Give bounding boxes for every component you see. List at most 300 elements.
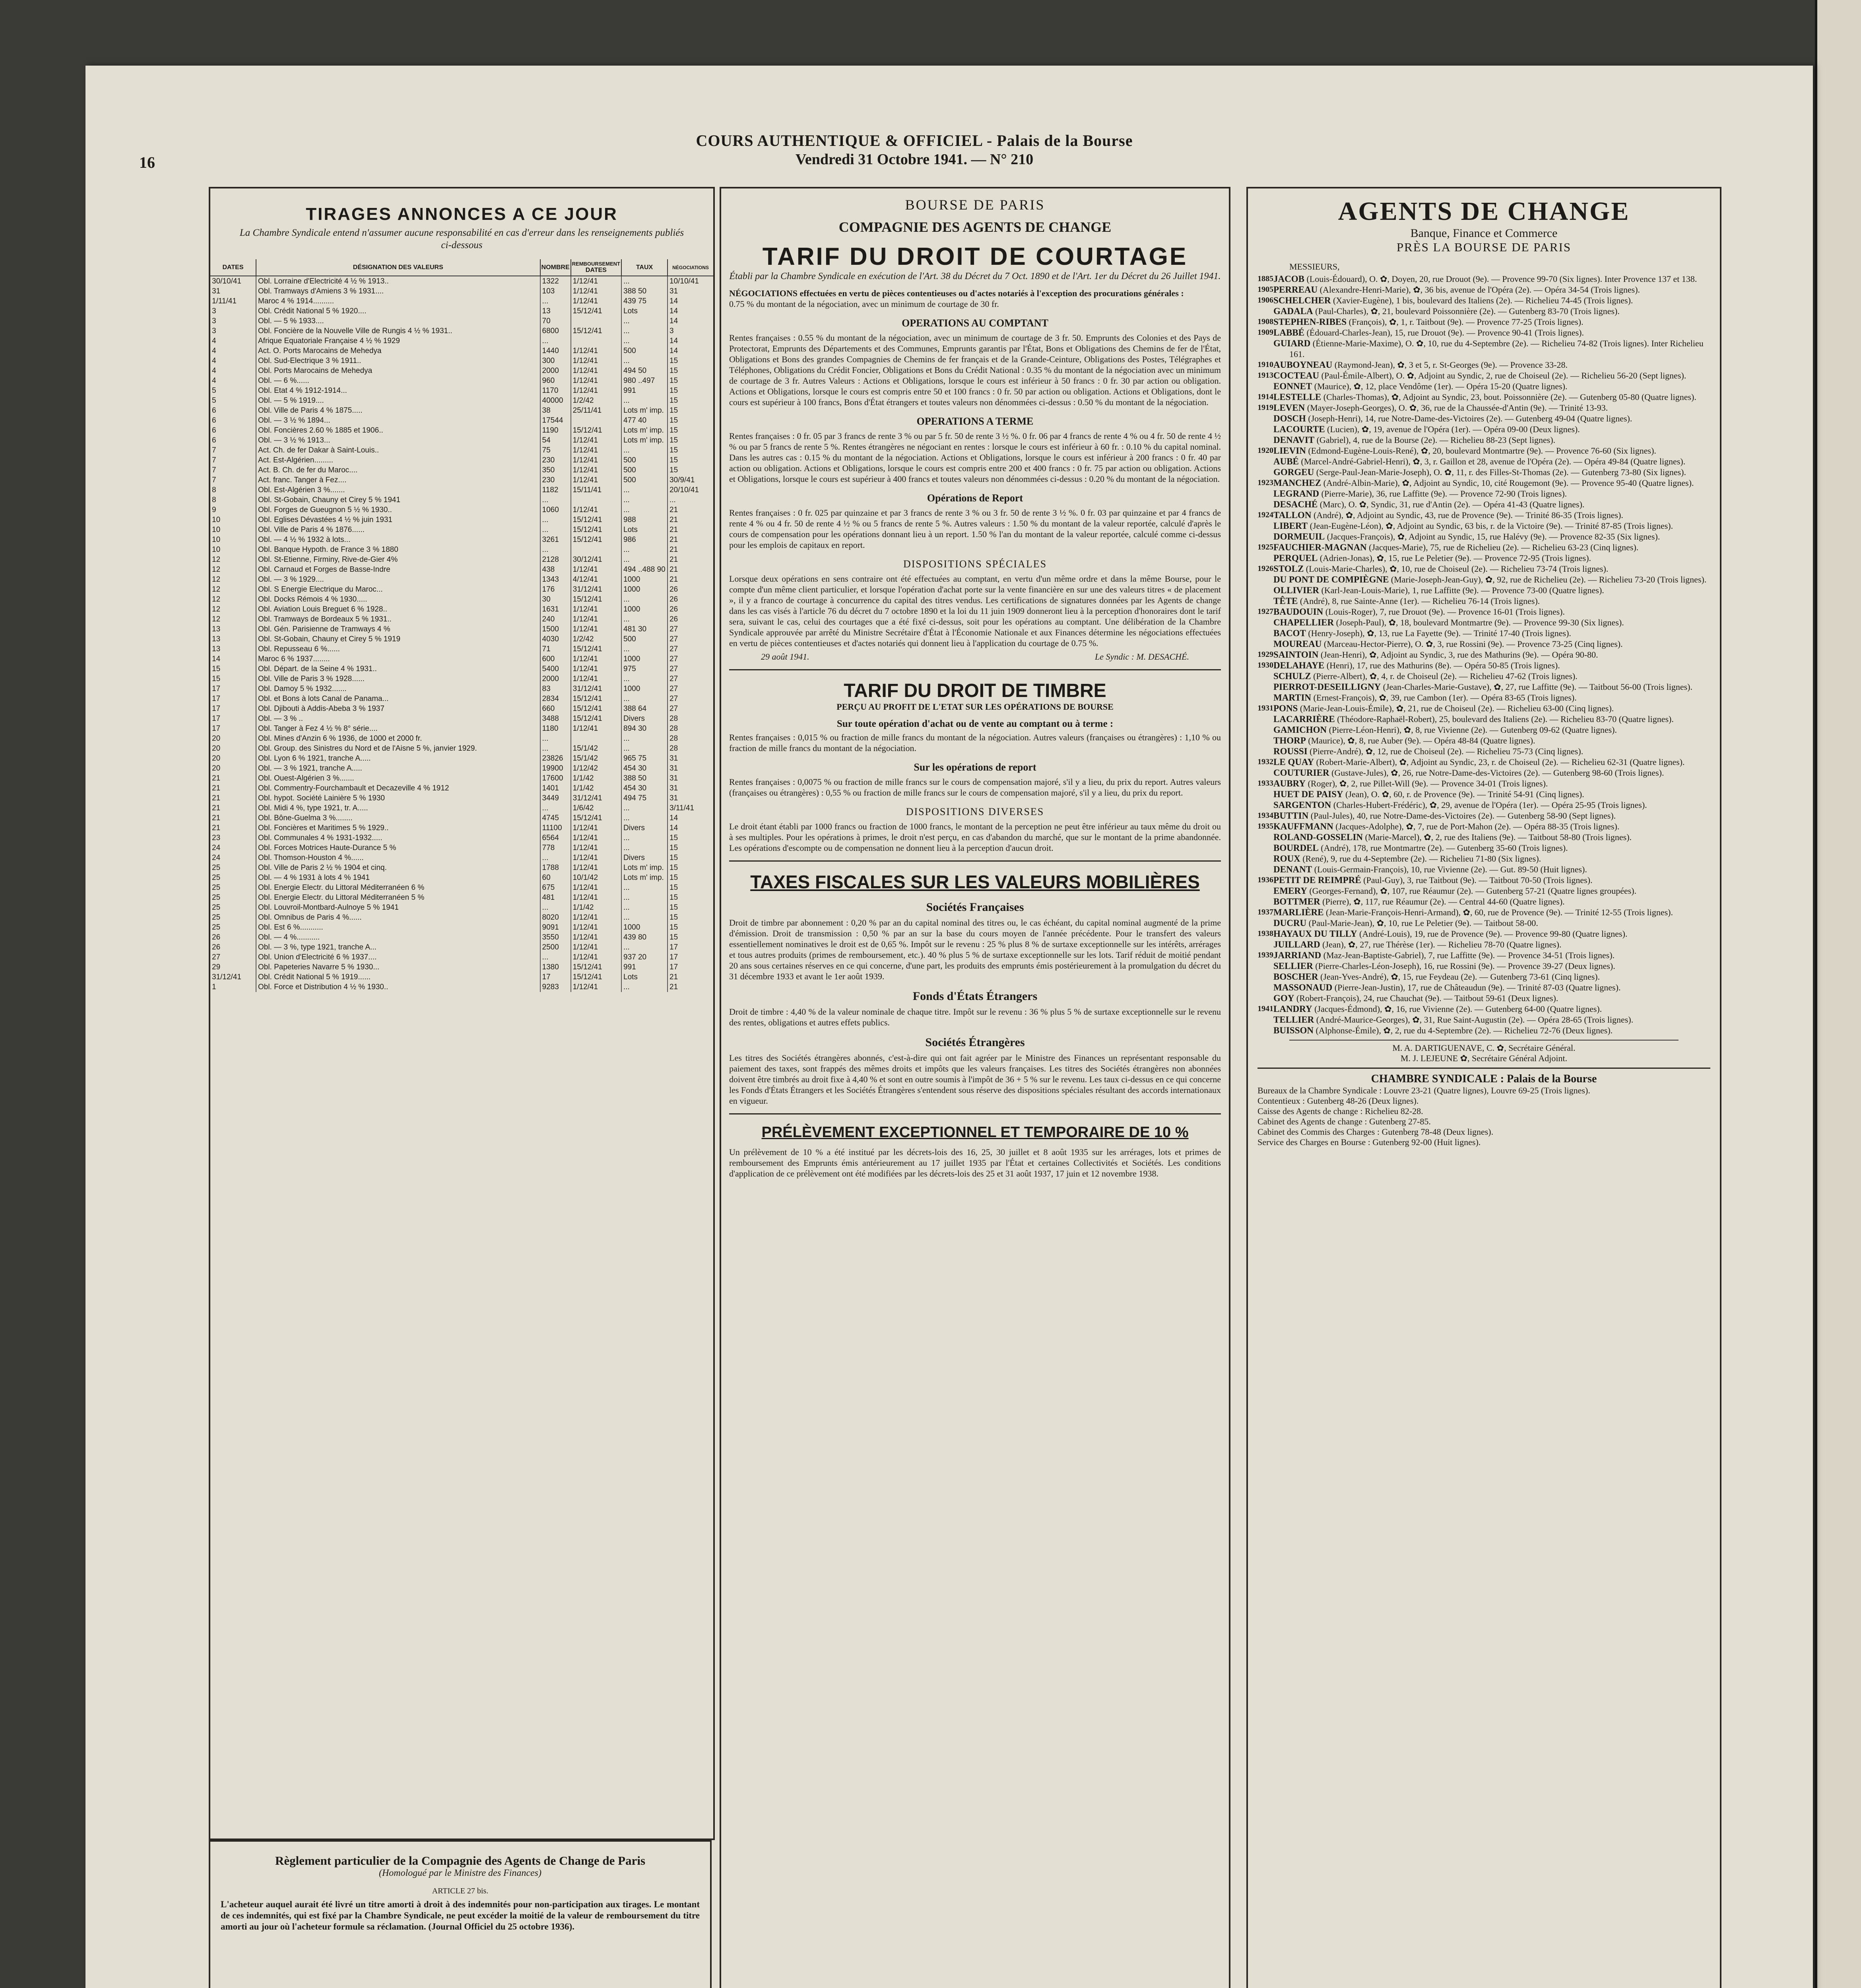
row-remb-date: 1/12/41 <box>571 435 621 445</box>
row-date: 3 <box>212 316 216 325</box>
row-date: 6 <box>212 416 216 425</box>
divider <box>1289 1040 1679 1041</box>
agent-info: (Georges-Fernand), ✿, 107, rue Réaumur (2e). — Gutenberg 57-21 (Quatre lignes groupées). <box>1309 886 1637 896</box>
row-taux: ... <box>621 912 668 922</box>
agent-name: GAMICHON <box>1273 725 1327 735</box>
row-nombre: 230 <box>540 475 571 485</box>
agent-info: (Jean), ✿, 27, rue Thérèse (1er). — Richelieu 78-70 (Quatre lignes). <box>1322 940 1562 949</box>
reglement-title: Règlement particulier de la Compagnie des Agents de Change de Paris <box>275 1854 646 1868</box>
row-remb-date <box>571 734 621 744</box>
row-taux: Lots <box>621 525 668 535</box>
agent-info: (Lucien), ✿, 19, avenue de l'Opéra (1er). — Opéra 09-00 (Deux lignes). <box>1327 424 1580 434</box>
row-remb-date: 1/1/42 <box>571 903 621 912</box>
dispositions-title: DISPOSITIONS SPÉCIALES <box>903 558 1047 570</box>
agent-info: (Jean-Henri), ✿, Adjoint au Syndic, 3, rue des Mathurins (9e). — Opéra 90-80. <box>1320 650 1598 660</box>
agent-info: (Roger), ✿, 2, rue Pillet-Will (9e). — Provence 34-01 (Trois lignes). <box>1308 779 1548 788</box>
row-designation: Obl. — 3 % .. <box>256 714 540 724</box>
row-remb-date: 1/12/41 <box>571 823 621 833</box>
row-designation: Obl. — 5 % 1933.... <box>256 316 540 326</box>
table-row <box>210 525 713 535</box>
row-nombre: 70 <box>540 316 571 326</box>
row-date: 4 <box>212 376 216 385</box>
row-designation: Obl. Foncières 2.60 % 1885 et 1906.. <box>256 425 540 435</box>
row-taux: ... <box>621 893 668 903</box>
row-taux: ... <box>621 316 668 326</box>
row-negociation: 21 <box>668 525 713 535</box>
row-negociation: 28 <box>668 744 713 753</box>
row-nombre: ... <box>540 296 571 306</box>
agent-name: THORP <box>1273 736 1306 746</box>
timbre-report-text: Rentes françaises : 0,0075 % ou fraction de mille francs sur le cours de compensation majoré, s'il y a lieu, du prix du report. Autres valeurs (françaises ou étrangères) : 0,55 % ou fraction de mille francs sur le cours de compensation majoré, s'il y a lieu, du prix du report. <box>729 777 1221 798</box>
row-nombre: 13 <box>540 306 571 316</box>
row-designation: Obl. Union d'Electricité 6 % 1937.... <box>256 952 540 962</box>
agent-entry <box>1273 488 1710 499</box>
row-nombre: ... <box>540 525 571 535</box>
table-row <box>210 744 713 753</box>
agent-entry <box>1273 671 1710 681</box>
row-designation: Obl. Ville de Paris 4 % 1875..... <box>256 406 540 415</box>
agent-entry <box>1273 724 1710 735</box>
row-date: 31 <box>212 287 221 295</box>
row-negociation: 31 <box>668 773 713 783</box>
table-row <box>210 833 713 843</box>
row-remb-date: 1/12/41 <box>571 386 621 396</box>
agent-info: (Adrien-Jonas), ✿, 15, rue Le Peletier (9e). — Provence 72-95 (Trois lignes). <box>1320 553 1591 563</box>
agent-info: (Henry-Joseph), ✿, 13, rue La Fayette (9e). — Trinité 17-40 (Trois lignes). <box>1308 628 1571 638</box>
table-row <box>210 445 713 455</box>
agent-entry <box>1273 628 1710 639</box>
row-remb-date: 15/1/42 <box>571 744 621 753</box>
row-nombre: 5400 <box>540 664 571 674</box>
row-negociation: 21 <box>668 515 713 525</box>
row-nombre: ... <box>540 545 571 555</box>
row-taux: 477 40 <box>621 415 668 425</box>
agent-info: (Théodore-Raphaël-Robert), 25, boulevard des Italiens (2e). — Richelieu 83-70 (Quatre lignes). <box>1337 714 1674 724</box>
row-designation: Obl. Docks Rémois 4 % 1930..... <box>256 594 540 604</box>
table-row <box>210 435 713 445</box>
row-nombre: 1401 <box>540 783 571 793</box>
table-row <box>210 942 713 952</box>
table-row <box>210 495 713 505</box>
row-nombre: 2834 <box>540 694 571 704</box>
agent-info: (Robert-François), 24, rue Chauchat (9e). — Taitbout 59-61 (Deux lignes). <box>1296 993 1558 1003</box>
row-remb-date: 1/12/41 <box>571 465 621 475</box>
row-designation: Obl. Ville de Paris 3 % 1928...... <box>256 674 540 684</box>
row-date: 7 <box>212 456 216 464</box>
row-designation: Obl. Est-Algérien 3 %....... <box>256 485 540 495</box>
row-date: 17 <box>212 704 221 713</box>
row-negociation: 15 <box>668 833 713 843</box>
row-negociation: 17 <box>668 962 713 972</box>
row-nombre: 3550 <box>540 932 571 942</box>
row-negociation: 27 <box>668 684 713 694</box>
table-row <box>210 505 713 515</box>
table-row <box>210 813 713 823</box>
row-designation: Obl. Eglises Dévastées 4 ½ % juin 1931 <box>256 515 540 525</box>
row-designation: Obl. St-Etienne, Firminy, Rive-de-Gier 4% <box>256 555 540 565</box>
row-taux: 965 75 <box>621 753 668 763</box>
row-nombre: 38 <box>540 406 571 415</box>
row-date: 24 <box>212 853 221 862</box>
table-row <box>210 893 713 903</box>
table-row <box>210 575 713 584</box>
row-date: 25 <box>212 883 221 892</box>
row-taux: 991 <box>621 962 668 972</box>
row-negociation: ... <box>668 495 713 505</box>
row-date: 26 <box>212 933 221 942</box>
terme-title: OPERATIONS A TERME <box>916 415 1034 427</box>
agent-info: (André), ✿, Adjoint au Syndic, 43, rue de Provence (9e). — Trinité 86-35 (Trois lignes). <box>1313 510 1623 520</box>
page-header <box>596 131 1232 168</box>
row-negociation: 20/10/41 <box>668 485 713 495</box>
agent-entry <box>1273 789 1710 800</box>
row-taux: 975 <box>621 664 668 674</box>
agent-info: (Jacques-François), ✿, Adjoint au Syndic, 15, rue Halévy (9e). — Provence 82-35 (Six lignes). <box>1327 532 1660 542</box>
row-nombre: ... <box>540 336 571 346</box>
row-designation: Obl. Communales 4 % 1931-1932..... <box>256 833 540 843</box>
prelevement-text: Un prélèvement de 10 % a été institué par les décrets-lois des 16, 25, 30 juillet et 8 août 1935 sur les arrérages, lots et primes de remboursement des Emprunts émis antérieurement au 17 juillet 1935 par l'État et certaines Collectivités et Sociétés. Les conditions d'application de ce prélèvement ont été modifiées par les décrets-lois des 25 et 31 août 1937, 17 juin et 12 novembre 1938. <box>729 1147 1221 1178</box>
agent-entry: 1920 LIEVIN (Edmond-Eugène-Louis-René), ✿, 20, boulevard Montmartre (9e). — Provence 76-60 (Six lignes). <box>1257 446 1656 456</box>
agent-info: (Paul-Guy), 3, rue Taitbout (9e). — Taitbout 70-50 (Trois lignes). <box>1363 875 1593 885</box>
row-designation: Obl. Damoy 5 % 1932....... <box>256 684 540 694</box>
row-negociation: 15 <box>668 366 713 376</box>
row-taux: ... <box>621 555 668 565</box>
row-remb-date: 15/1/42 <box>571 753 621 763</box>
row-nombre: 6564 <box>540 833 571 843</box>
row-nombre: 1170 <box>540 386 571 396</box>
row-date: 12 <box>212 575 221 584</box>
table-row <box>210 753 713 763</box>
row-taux: 1000 <box>621 584 668 594</box>
agent-info: (Maurice), ✿, 12, place Vendôme (1er). — Opéra 15-20 (Quatre lignes). <box>1314 381 1568 391</box>
table-row <box>210 366 713 376</box>
row-designation: Obl. Midi 4 %, type 1921, tr. A..... <box>256 803 540 813</box>
row-designation: Obl. Crédit National 5 % 1920.... <box>256 306 540 316</box>
table-row <box>210 903 713 912</box>
row-taux: ... <box>621 942 668 952</box>
agent-info: (Marie-Jean-Louis-Émile), ✿, 21, rue de Choiseul (2e). — Richelieu 63-00 (Cinq lignes). <box>1300 703 1614 713</box>
row-remb-date: 1/12/41 <box>571 843 621 853</box>
table-row <box>210 545 713 555</box>
row-designation: Obl. Banque Hypoth. de France 3 % 1880 <box>256 545 540 555</box>
row-designation: Obl. Mines d'Anzin 6 % 1936, de 1000 et 2000 fr. <box>256 734 540 744</box>
row-date: 12 <box>212 555 221 564</box>
row-negociation: 27 <box>668 664 713 674</box>
agent-entry: 1929 SAINTOIN (Jean-Henri), ✿, Adjoint au Syndic, 3, rue des Mathurins (9e). — Opéra 90-80. <box>1257 650 1598 660</box>
agent-name: MARLIÈRE <box>1273 907 1324 917</box>
row-taux: ... <box>621 614 668 624</box>
agent-name: SARGENTON <box>1273 800 1331 810</box>
row-designation: Obl. Thomson-Houston 4 %...... <box>256 853 540 863</box>
row-designation: Obl. Louvroil-Montbard-Aulnoye 5 % 1941 <box>256 903 540 912</box>
agent-entry <box>1273 939 1710 950</box>
row-date: 9 <box>212 505 216 514</box>
row-designation: Obl. Carnaud et Forges de Basse-Indre <box>256 565 540 575</box>
row-remb-date: 1/12/42 <box>571 763 621 773</box>
row-taux: ... <box>621 833 668 843</box>
row-negociation: 3 <box>668 326 713 336</box>
agents-subtitle: Banque, Finance et Commerce <box>1410 227 1558 240</box>
agent-name: DESACHÉ <box>1273 499 1318 509</box>
row-nombre: 230 <box>540 455 571 465</box>
row-remb-date: 15/12/41 <box>571 306 621 316</box>
table-row <box>210 853 713 863</box>
row-nombre: 6800 <box>540 326 571 336</box>
row-taux: ... <box>621 843 668 853</box>
row-date: 17 <box>212 724 221 733</box>
agent-entry <box>1273 639 1710 649</box>
row-taux: ... <box>621 982 668 992</box>
row-taux: ... <box>621 803 668 813</box>
tirages-title: TIRAGES ANNONCES A CE JOUR <box>306 204 618 224</box>
row-taux: Lots m' imp. <box>621 863 668 873</box>
agent-entry: 1936 PETIT DE REIMPRÉ (Paul-Guy), 3, rue Taitbout (9e). — Taitbout 70-50 (Trois lignes). <box>1257 875 1593 885</box>
agent-name: OLLIVIER <box>1273 585 1320 595</box>
agent-entry: 1905 PERREAU (Alexandre-Henri-Marie), ✿, 36 bis, avenue de l'Opéra (2e). — Opéra 34-54 (Trois lignes). <box>1257 285 1640 295</box>
row-taux: 439 75 <box>621 296 668 306</box>
agent-name: FAUCHIER-MAGNAN <box>1273 542 1367 552</box>
agent-info: (Paul-Jules), 40, rue Notre-Dame-des-Victoires (2e). — Gutenberg 58-90 (Sept lignes). <box>1310 811 1616 821</box>
row-taux: 894 30 <box>621 724 668 734</box>
row-date: 25 <box>212 903 221 912</box>
agent-name: MASSONAUD <box>1273 982 1333 992</box>
row-date: 21 <box>212 774 221 782</box>
row-date: 21 <box>212 804 221 812</box>
row-remb-date: 31/12/41 <box>571 684 621 694</box>
agent-entry: 1919 LEVEN (Mayer-Joseph-Georges), O. ✿, 36, rue de la Chaussée-d'Antin (9e). — Trinité 13-93. <box>1257 403 1608 413</box>
row-taux: 494 50 <box>621 366 668 376</box>
courtage-signature: Le Syndic : M. DESACHÉ. <box>1094 652 1189 662</box>
table-row <box>210 584 713 594</box>
agent-entry: 1927 BAUDOUIN (Louis-Roger), 7, rue Drouot (9e). — Provence 16-01 (Trois lignes). <box>1257 607 1565 617</box>
agent-info: (Pierre-Marie), 36, rue Laffitte (9e). — Provence 72-90 (Trois lignes). <box>1321 489 1567 499</box>
agent-name: HAYAUX DU TILLY <box>1273 929 1357 939</box>
agent-info: (René), 9, rue du 4-Septembre (2e). — Richelieu 71-80 (Six lignes). <box>1302 854 1541 864</box>
row-negociation: 21 <box>668 972 713 982</box>
row-designation: Obl. St-Gobain, Chauny et Cirey 5 % 1919 <box>256 634 540 644</box>
agent-entry <box>1273 993 1710 1004</box>
agent-name: PONS <box>1273 703 1298 713</box>
row-nombre: ... <box>540 903 571 912</box>
diverses-text: Le droit étant établi par 1000 francs ou fraction de 1000 francs, le montant de la perception ne peut être inférieur au taux même du droit ou à ses multiples. Pour les opérations à primes, le droit n'est perçu, en cas d'abandon du marché, que sur le montant de la prime abandonnée. Les opérations d'escompte ou de compensation ne donnent lieu à la perception d'aucun droit. <box>729 821 1221 853</box>
row-remb-date <box>571 316 621 326</box>
agent-entry: 1923 MANCHEZ (André-Albin-Marie), ✿, Adjoint au Syndic, 10, cité Rougemont (9e). — Provence 95-40 (Quatre lignes). <box>1257 478 1694 488</box>
table-row <box>210 415 713 425</box>
row-nombre: 350 <box>540 465 571 475</box>
agent-name: COCTEAU <box>1273 371 1320 381</box>
row-date: 25 <box>212 893 221 902</box>
chambre-line: Caisse des Agents de change : Richelieu 82-28. <box>1257 1106 1423 1116</box>
row-negociation: 28 <box>668 724 713 734</box>
row-date: 25 <box>212 863 221 872</box>
row-date: 8 <box>212 485 216 494</box>
agent-info: (André), 178, rue Montmartre (2e). — Gutenberg 35-60 (Trois lignes). <box>1321 843 1568 853</box>
agent-name: HUET DE PAISY <box>1273 789 1343 799</box>
row-date: 6 <box>212 436 216 445</box>
row-date: 1 <box>212 982 216 991</box>
agent-info: (Karl-Jean-Louis-Marie), 1, rue Laffitte (9e). — Provence 73-00 (Quatre lignes). <box>1321 585 1604 595</box>
agents-subtitle2: PRÈS LA BOURSE DE PARIS <box>1396 240 1572 254</box>
row-remb-date: 1/12/41 <box>571 982 621 992</box>
agents-list <box>1257 274 1710 1036</box>
row-remb-date: 15/12/41 <box>571 694 621 704</box>
row-date: 17 <box>212 684 221 693</box>
agent-entry <box>1273 961 1710 971</box>
row-taux: 991 <box>621 386 668 396</box>
row-nombre: 438 <box>540 565 571 575</box>
table-row <box>210 793 713 803</box>
agent-info: (André-Maurice-Georges), ✿, 31, Rue Saint-Augustin (2e). — Opéra 28-65 (Trois lignes). <box>1316 1015 1634 1025</box>
row-negociation: 26 <box>668 584 713 594</box>
row-negociation: 31 <box>668 763 713 773</box>
agent-name: LESTELLE <box>1273 392 1322 402</box>
agent-name: PIERROT-DESEILLIGNY <box>1273 682 1381 692</box>
row-negociation: 31 <box>668 753 713 763</box>
row-remb-date: 1/12/41 <box>571 863 621 873</box>
chambre-line: Bureaux de la Chambre Syndicale : Louvre 23-21 (Quatre lignes), Louvre 69-25 (Trois lignes). <box>1257 1085 1590 1095</box>
row-negociation: 26 <box>668 614 713 624</box>
row-nombre: ... <box>540 853 571 863</box>
agent-entry: 1930 DELAHAYE (Henri), 17, rue des Mathurins (8e). — Opéra 50-85 (Trois lignes). <box>1257 660 1560 670</box>
row-nombre: 40000 <box>540 396 571 406</box>
row-remb-date <box>571 415 621 425</box>
row-date: 26 <box>212 943 221 951</box>
row-remb-date: 1/12/41 <box>571 445 621 455</box>
row-taux: 481 30 <box>621 624 668 634</box>
agent-info: (Gustave-Jules), ✿, 26, rue Notre-Dame-des-Victoires (2e). — Gutenberg 98-60 (Trois lignes). <box>1331 768 1664 778</box>
chambre-title: CHAMBRE SYNDICALE : Palais de la Bourse <box>1371 1073 1597 1085</box>
agent-name: DENANT <box>1273 864 1312 874</box>
agent-entry <box>1273 918 1710 928</box>
row-designation: Obl. — 4 %........... <box>256 932 540 942</box>
row-negociation: 15 <box>668 415 713 425</box>
agent-name: TALLON <box>1273 510 1312 520</box>
agent-entry: 1909 LABBÉ (Édouard-Charles-Jean), 15, rue Drouot (9e). — Provence 90-41 (Trois lignes). <box>1257 328 1584 338</box>
agent-name: MARTIN <box>1273 693 1312 703</box>
row-date: 10 <box>212 515 221 524</box>
row-remb-date: 1/12/41 <box>571 565 621 575</box>
row-negociation: 15 <box>668 455 713 465</box>
row-taux: ... <box>621 336 668 346</box>
courtage-date: 29 août 1941. <box>761 652 809 662</box>
row-nombre: ... <box>540 803 571 813</box>
table-row <box>210 425 713 435</box>
row-negociation: 15 <box>668 912 713 922</box>
row-remb-date <box>571 336 621 346</box>
row-remb-date: 1/6/42 <box>571 803 621 813</box>
timbre-report-title: Sur les opérations de report <box>914 761 1036 773</box>
agent-name: BOTTMER <box>1273 897 1320 907</box>
table-row <box>210 485 713 495</box>
agent-entry <box>1273 574 1710 585</box>
row-remb-date: 1/1/42 <box>571 773 621 783</box>
row-date: 21 <box>212 794 221 802</box>
row-nombre: ... <box>540 495 571 505</box>
agent-entry <box>1273 435 1710 445</box>
row-taux: ... <box>621 505 668 515</box>
row-negociation: 26 <box>668 604 713 614</box>
agent-name: LE QUAY <box>1273 757 1314 767</box>
agent-entry <box>1273 864 1710 875</box>
row-date: 25 <box>212 923 221 932</box>
courtage-neg-rate: 0.75 % du montant de la négociation, avec un minimum de courtage de 30 fr. <box>729 299 999 309</box>
row-nombre: 17 <box>540 972 571 982</box>
agent-name: LEVEN <box>1273 403 1305 413</box>
agent-info: (Edmond-Eugène-Louis-René), ✿, 20, boulevard Montmartre (9e). — Provence 76-60 (Six lignes). <box>1308 446 1656 456</box>
row-negociation: 21 <box>668 535 713 545</box>
agent-name: SCHELCHER <box>1273 295 1331 305</box>
row-date: 5 <box>212 396 216 405</box>
chambre-line: Cabinet des Commis des Charges : Gutenberg 78-48 (Deux lignes). <box>1257 1127 1494 1137</box>
agent-entry: 1939 JARRIAND (Maz-Jean-Baptiste-Gabriel), 7, rue Laffitte (9e). — Provence 34-51 (Trois lignes). <box>1257 950 1615 960</box>
table-row <box>210 634 713 644</box>
table-row <box>210 684 713 694</box>
agent-info: (André), 8, rue Sainte-Anne (1er). — Richelieu 76-14 (Trois lignes). <box>1300 596 1540 606</box>
row-remb-date: 15/12/41 <box>571 972 621 982</box>
row-remb-date: 1/12/41 <box>571 366 621 376</box>
row-designation: Obl. Energie Electr. du Littoral Méditerranéen 6 % <box>256 883 540 893</box>
agent-info: (Paul-Charles), ✿, 21, boulevard Poissonnière (2e). — Gutenberg 83-70 (Trois lignes). <box>1315 306 1620 316</box>
row-remb-date: 1/2/42 <box>571 396 621 406</box>
row-designation: Obl. — 3 % 1921, tranche A..... <box>256 763 540 773</box>
row-designation: Obl. Force et Distribution 4 ½ % 1930.. <box>256 982 540 992</box>
row-date: 17 <box>212 714 221 723</box>
agent-entry <box>1273 381 1710 392</box>
row-date: 10 <box>212 535 221 544</box>
row-taux: 980 ..497 <box>621 376 668 386</box>
row-negociation: 21 <box>668 555 713 565</box>
row-nombre: 1060 <box>540 505 571 515</box>
row-date: 4 <box>212 366 216 375</box>
agent-info: (Pierre), ✿, 117, rue Réaumur (2e). — Central 44-60 (Quatre lignes). <box>1322 897 1565 907</box>
row-date: 27 <box>212 953 221 961</box>
row-date: 20 <box>212 764 221 773</box>
table-row <box>210 763 713 773</box>
agent-entry <box>1273 306 1710 316</box>
agent-name: EONNET <box>1273 381 1312 391</box>
agent-info: (Joseph-Henri), 14, rue Notre-Dame-des-Victoires (2e). — Gutenberg 49-04 (Quatre lignes). <box>1308 414 1632 423</box>
row-designation: Act. Est-Algérien......... <box>256 455 540 465</box>
row-nombre: 675 <box>540 883 571 893</box>
row-taux: ... <box>621 674 668 684</box>
row-nombre: 103 <box>540 286 571 296</box>
row-date: 3 <box>212 307 216 315</box>
row-date: 14 <box>212 654 221 663</box>
timbre-intro: Sur toute opération d'achat ou de vente au comptant ou à terme : <box>836 718 1114 729</box>
agent-entry <box>1273 499 1710 510</box>
row-remb-date: 15/12/41 <box>571 644 621 654</box>
row-negociation: 14 <box>668 316 713 326</box>
row-taux: 454 30 <box>621 763 668 773</box>
divider <box>1257 1068 1710 1069</box>
agent-name: SCHULZ <box>1273 671 1311 681</box>
row-remb-date: 1/2/42 <box>571 634 621 644</box>
agent-info: (Jean-Yves-André), ✿, 15, rue Feydeau (2e). — Gutenberg 73-61 (Cinq lignes). <box>1320 972 1600 982</box>
reglement-box <box>209 1840 712 1988</box>
row-taux: Lots <box>621 972 668 982</box>
row-date: 20 <box>212 754 221 763</box>
chambre-line: Cabinet des Agents de change : Gutenberg 27-85. <box>1257 1116 1431 1126</box>
agent-name: TÊTE <box>1273 596 1298 606</box>
agent-name: BACOT <box>1273 628 1306 638</box>
row-remb-date: 1/12/41 <box>571 674 621 684</box>
row-taux: ... <box>621 326 668 336</box>
row-nombre: 1322 <box>540 276 571 286</box>
row-nombre: 8020 <box>540 912 571 922</box>
tarif-column <box>720 187 1230 1988</box>
timbre-text: Rentes françaises : 0,015 % ou fraction de mille francs du montant de la négociation. Autres valeurs (françaises ou étrangères) : 1,10 % ou fraction de mille francs du montant de la négociation. <box>729 732 1221 753</box>
row-designation: Obl. Lorraine d'Electricité 4 ½ % 1913.. <box>256 276 540 286</box>
